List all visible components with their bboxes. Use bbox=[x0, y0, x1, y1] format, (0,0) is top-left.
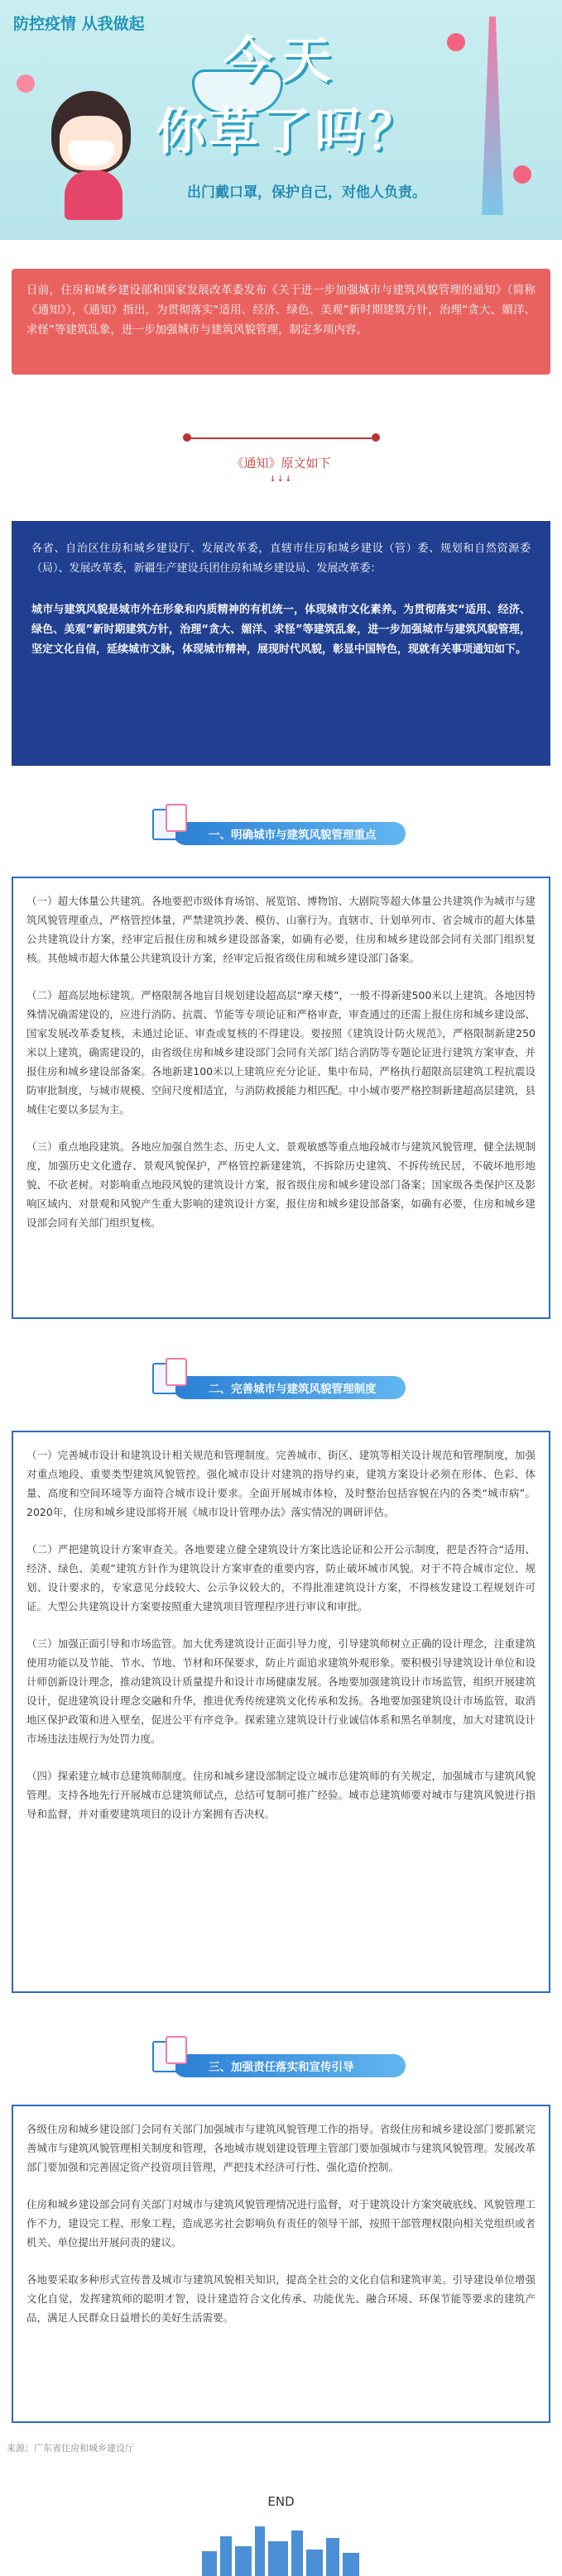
down-arrows-icon: ↓↓↓ bbox=[269, 475, 293, 484]
banner-title-line1: 今天 bbox=[223, 32, 339, 90]
source-credit: 来源：广东省住房和城乡建设厅 bbox=[7, 2443, 134, 2454]
section-1-paragraph: （一）超大体量公共建筑。各地要把市级体育场馆、展览馆、博物馆、大剧院等超大体量公共建筑作为城市与建筑风貌管理重点，严格管控体量，严禁建筑抄袭、模仿、山寨行为。直辖市、计划单列市、省会城市的超大体量公共建筑设计方案，经审定后报住房和城乡建设部备案，如确有必要，住房和城乡建设部会同有关部门组织复核。其他城市超大体量公共建筑设计方案，经审定后报省级住房和城乡建设部门备案。 bbox=[26, 895, 536, 964]
notice-preamble: 城市与建筑风貌是城市外在形象和内质精神的有机统一，体现城市文化素养。为贯彻落实“适用、经济、绿色、美观”新时期建筑方针，治理“贪大、媚洋、求怪”等建筑乱象，进一步加强城市与建筑风貌管理，坚定文化自信，延续城市文脉，体现城市精神，展现时代风貌，彰显中国特色，现就有关事项通知如下。 bbox=[31, 604, 531, 656]
section-2-paragraph: （三）加强正面引导和市场监管。加大优秀建筑设计正面引导力度，引导建筑师树立正确的设计理念，注重建筑使用功能以及节能、节水、节地、节材和环保要求，防止片面追求建筑外观形象。要积极引导建筑设计单位和设计师创新设计理念，推动建筑设计质量提升和设计市场健康发展。各地要加强建筑设计市场监管，组织开展建筑设计，促进建筑设计理念交融和升华，推进优秀传统建筑文化传承和发扬。各地要加强建筑设计市场监管，取消地区保护政策和进入壁垒，促进公平有序竞争。探索建立建筑设计行业诚信体系和黑名单制度，加大对建筑设计市场违法违规行为处罚力度。 bbox=[26, 1637, 536, 1745]
section-2-paragraph: （一）完善城市设计和建筑设计相关规范和管理制度。完善城市、街区、建筑等相关设计规范和管理制度，加强对重点地段、重要类型建筑风貌管控。强化城市设计对建筑的指导约束，建筑方案设计必须在形体、色彩、体量、高度和空间环境等方面符合城市设计要求。全面开展城市体检，及时整治包括容貌在内的各类“城市病”。2020年，住房和城乡建设部将开展《城市设计管理办法》落实情况的调研评估。 bbox=[26, 1449, 536, 1518]
section-3-paragraph: 住房和城乡建设部会同有关部门对城市与建筑风貌管理情况进行监督，对于建筑设计方案突破底线、风貌管理工作不力，建设完工程、形象工程，造成恶劣社会影响负有责任的领导干部，按照干部管理权限向相关党组织或者机关、单位提出开展问责的建议。 bbox=[26, 2198, 536, 2249]
flower-icon bbox=[513, 165, 531, 184]
section-3-paragraph: 各地要采取多种形式宣传普及城市与建筑风貌相关知识，提高全社会的文化自信和建筑审美。引导建设单位增强文化自觉，发挥建筑师的聪明才智，设计建造符合文化传承、功能优先、融合环境、环保节能等要求的建筑产品，满足人民群众日益增长的美好生活需要。 bbox=[26, 2273, 536, 2324]
section-header-label: 三、加强责任落实和宣传引导 bbox=[209, 2061, 354, 2074]
section-header-1 bbox=[141, 802, 422, 857]
notice-recipients: 各省、自治区住房和城乡建设厅、发展改革委，直辖市住房和城乡建设（管）委、规划和自然资源委（局）、发展改革委，新疆生产建设兵团住房和城乡建设局、发展改革委： bbox=[31, 542, 531, 575]
girl-illustration-body bbox=[65, 170, 122, 220]
section-3-paragraph: 各级住房和城乡建设部门会同有关部门加强城市与建筑风貌管理工作的指导。省级住房和城乡建设部门要抓紧完善城市与建筑风貌管理相关制度和管理，各地城市规划建设管理主管部门要加强城市与建筑风貌管理。发展改革部门要加强和完善固定资产投资项目管理，严把技术经济可行性、强化造价控制。 bbox=[26, 2123, 536, 2173]
original-text-heading bbox=[0, 424, 562, 484]
heading-divider bbox=[187, 437, 376, 439]
end-marker: END bbox=[267, 2494, 295, 2509]
header-banner bbox=[0, 0, 562, 240]
section-3-box bbox=[12, 2105, 550, 2423]
section-2-box bbox=[12, 1431, 550, 1993]
section-1-paragraph: （二）超高层地标建筑。严格限制各地盲目规划建设超高层“摩天楼”，一般不得新建500米以上建筑。各地因特殊情况确需建设的，应进行消防、抗震、节能等专项论证和严格审查，审查通过的还需上报住房和城乡建设部、国家发展改革委复核，未通过论证、审查或复核的不得建设。要按照《建筑设计防火规范》，严格限制新建250米以上建筑，确需建设的，由省级住房和城乡建设部门会同有关部门结合消防等专题论证进行建筑方案审查，并报住房和城乡建设部备案。各地新建100米以上建筑应充分论证、集中布局，严格执行超限高层建筑工程抗震设防审批制度，与城市规模、空间尺度相适宜，与消防救援能力相匹配。中小城市要严格控制新建超高层建筑，县城住宅要以多层为主。 bbox=[26, 989, 536, 1116]
section-2-paragraph: （二）严把建筑设计方案审查关。各地要建立健全建筑设计方案比选论证和公开公示制度，把是否符合“适用、经济、绿色、美观”建筑方针作为建筑设计方案审查的重要内容，防止破坏城市风貌。对于不符合城市定位、规划、设计要求的，专家意见分歧较大、公示争议较大的，不得批准建筑设计方案，不得核发建设工程规划许可证。大型公共建筑设计方案要按照重大建筑项目管理程序进行审议和审批。 bbox=[26, 1543, 536, 1613]
banner-subline: 出门戴口罩，保护自己，对他人负责。 bbox=[187, 184, 426, 201]
city-skyline-icon bbox=[202, 2514, 359, 2576]
intro-text: 日前，住房和城乡建设部和国家发展改革委发布《关于进一步加强城市与建筑风貌管理的通知》（简称《通知》），《通知》指出，为贯彻落实“适用、经济、绿色、美观”新时期建筑方针，治理“贪大、媚洋、求怪”等建筑乱象，进一步加强城市与建筑风貌管理，制定多项内容。 bbox=[26, 284, 536, 337]
section-header-label: 二、完善城市与建筑风貌管理制度 bbox=[209, 1383, 377, 1396]
section-header-2 bbox=[141, 1356, 422, 1411]
banner-slogan: 防控疫情 从我做起 bbox=[13, 15, 145, 33]
original-text-title: 《通知》原文如下 bbox=[231, 456, 331, 471]
document-icon bbox=[147, 802, 192, 848]
document-icon bbox=[147, 2034, 192, 2081]
document-icon bbox=[147, 1356, 192, 1403]
girl-mask-icon bbox=[68, 141, 114, 165]
flower-icon bbox=[447, 33, 465, 51]
divider-dot-icon bbox=[372, 433, 380, 442]
section-1-paragraph: （三）重点地段建筑。各地应加强自然生态、历史人文、景观敏感等重点地段城市与建筑风貌管理，健全法规制度，加强历史文化遗存、景观风貌保护，严格管控新建建筑，不拆除历史建筑、不拆传统民居，不破坏地形地貌、不砍老树。对影响重点地段风貌的建筑设计方案，报省级住房和城乡建设部门备案；国家级各类保护区及影响区域内、对景观和风貌产生重大影响的建筑设计方案，报住房和城乡建设部备案，如确有必要，住房和城乡建设部会同有关部门组织复核。 bbox=[26, 1140, 536, 1229]
section-1-box bbox=[12, 877, 550, 1319]
banner-title-line2: 你草了吗？ bbox=[156, 103, 420, 161]
section-2-paragraph: （四）探索建立城市总建筑师制度。住房和城乡建设部制定设立城市总建筑师的有关规定，加强城市与建筑风貌管理。支持各地先行开展城市总建筑师试点，总结可复制可推广经验。城市总建筑师要对城市与建筑风貌进行指导和监督，并对重要建筑项目的设计方案拥有否决权。 bbox=[26, 1770, 536, 1820]
notice-box bbox=[12, 521, 550, 766]
section-header-label: 一、明确城市与建筑风貌管理重点 bbox=[209, 829, 377, 842]
section-header-3 bbox=[141, 2034, 422, 2089]
divider-dot-icon bbox=[183, 433, 191, 442]
flower-icon bbox=[17, 74, 35, 93]
intro-box bbox=[12, 269, 550, 375]
